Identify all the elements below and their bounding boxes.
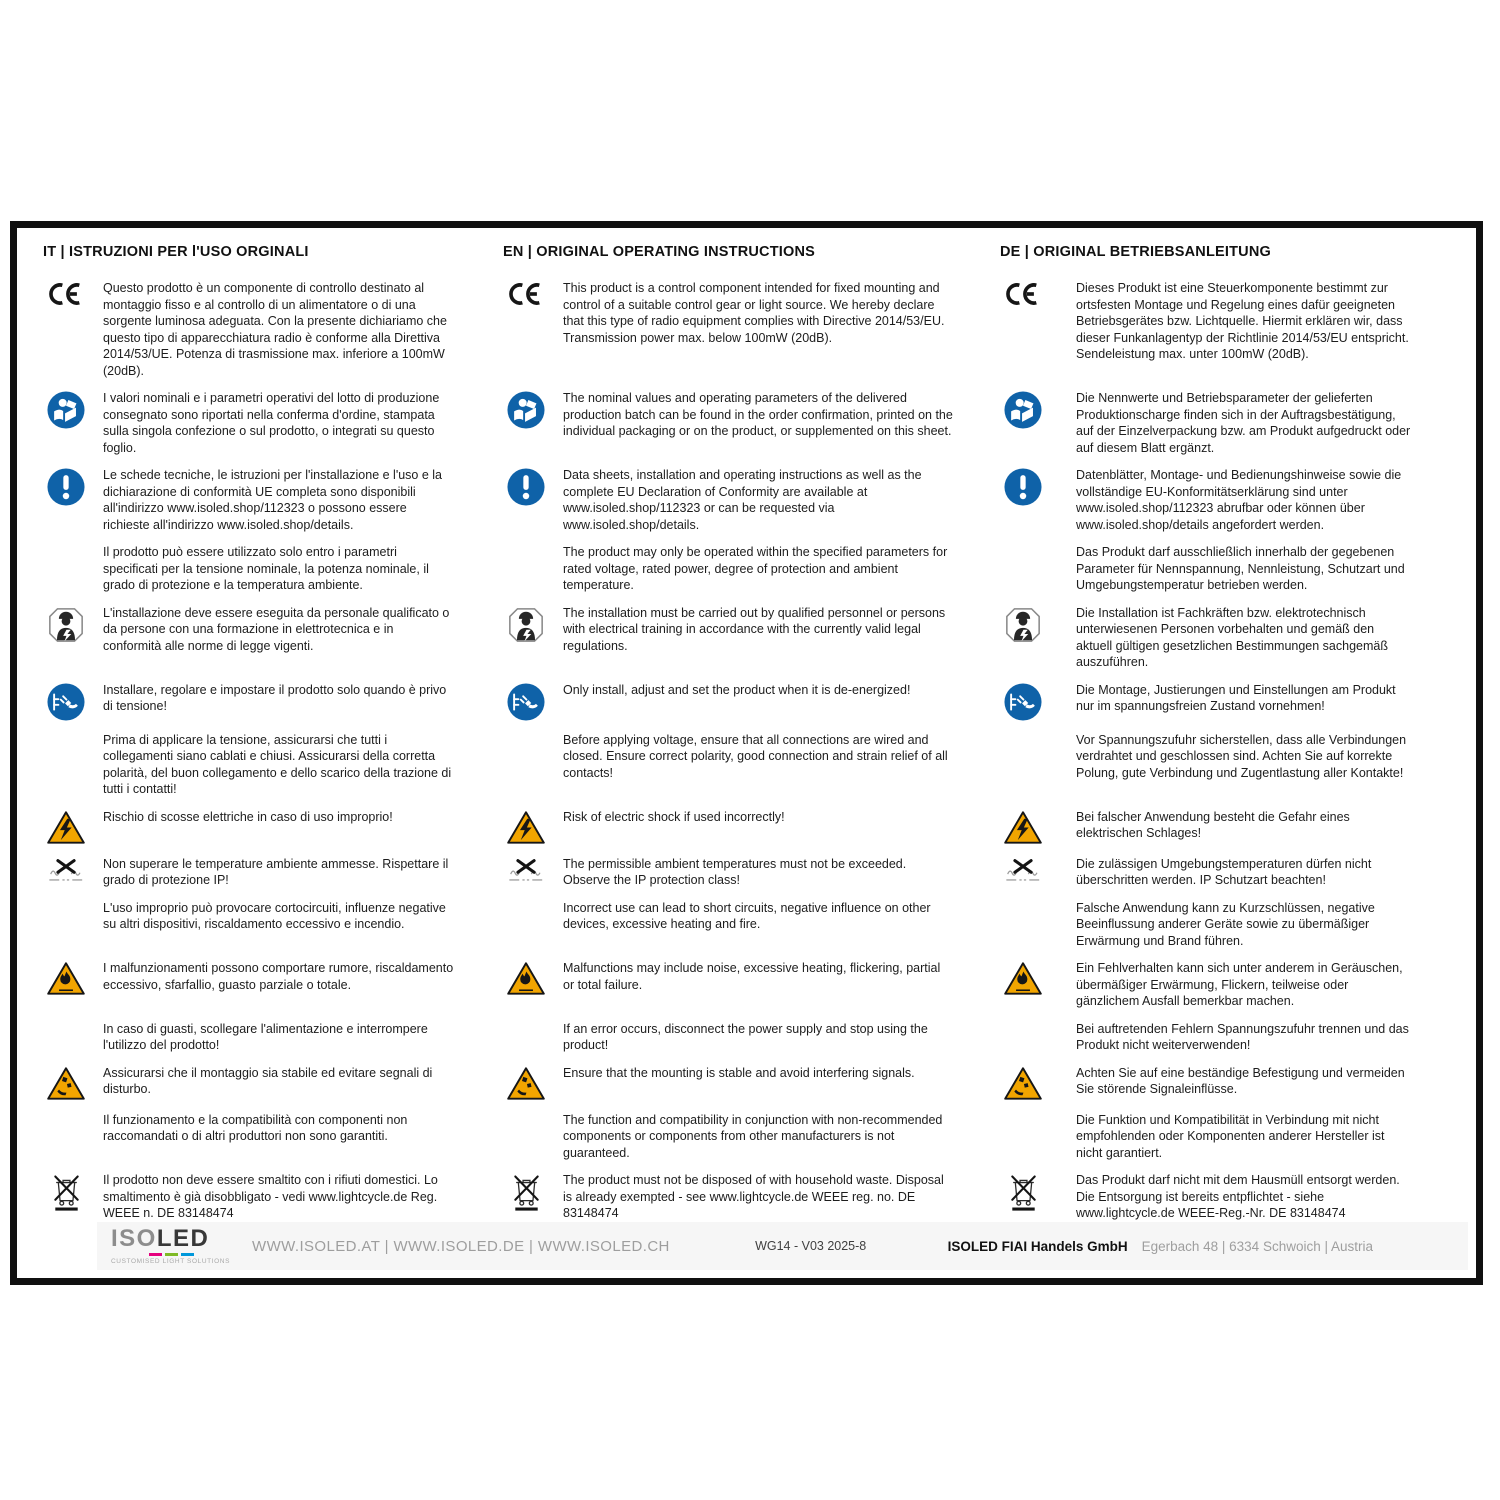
instruction-text: Die Montage, Justierungen und Einstellungen am Produkt nur im spannungsfreien Zustand vornehmen!	[1076, 682, 1396, 713]
instruction-text: Datenblätter, Montage- und Bedienungshinweise sowie die vollständige EU-Konformitätserklärung sind unter www.isoled.shop/112323 abrufbar oder können über www.isoled.shop/details angefordert werden.	[1076, 468, 1402, 532]
electric-shock-warning-icon	[503, 809, 549, 845]
column-header-en: EN | ORIGINAL OPERATING INSTRUCTIONS	[503, 244, 816, 260]
instruction-text: The nominal values and operating parameters of the delivered production batch can be found in the order confirmation, printed on the individual packaging or on the product, or supplemented on this sheet.	[563, 391, 953, 438]
icon-spacer	[503, 544, 549, 546]
instruction-item	[1000, 280, 1452, 379]
logo-color-bars	[149, 1253, 230, 1256]
instruction-item	[43, 605, 503, 671]
electrician-icon	[43, 605, 89, 644]
company-name: ISOLED FIAI Handels GmbH	[947, 1238, 1128, 1254]
logo-iso-text: ISO	[111, 1224, 157, 1252]
instruction-text: Ein Fehlverhalten kann sich unter anderem in Geräuschen, übermäßiger Erwärmung, Flickern, teilweise oder gänzlichem Ausfall bemerkbar machen.	[1076, 961, 1403, 1008]
instruction-text: Das Produkt darf ausschließlich innerhalb der gegebenen Parameter für Nennspannung, Nennleistung, Schutzart und Umgebungstemperatur betrieben werden.	[1076, 545, 1405, 592]
instruction-text: I valori nominali e i parametri operativi del lotto di produzione consegnato sono riportati nella conferma d'ordine, stampata sulla singola confezione o sul prodotto, o integrati su questo foglio.	[103, 391, 440, 455]
instructions-grid	[17, 228, 1476, 1222]
logo-led-text: LED	[156, 1224, 210, 1252]
instruction-text: The product may only be operated within the specified parameters for rated voltage, rated power, degree of protection and ambient temperature.	[563, 545, 948, 592]
instruction-text: If an error occurs, disconnect the power supply and stop using the product!	[563, 1021, 928, 1052]
instruction-text: Incorrect use can lead to short circuits, negative influence on other devices, excessive heating and fire.	[563, 900, 931, 931]
instruction-item	[1000, 960, 1452, 1010]
instruction-text: Dieses Produkt ist eine Steuerkomponente bestimmt zur ortsfesten Montage und Regelung eines dafür geeigneten Betriebsgerätes bzw. Lichtquelle. Hiermit erklären wir, dass dieser Funkanlagentyp der Richtlinie 2014/53/EU entspricht. Sendeleistung max. unter 100mW (20dB).	[1076, 281, 1409, 361]
instruction-item	[43, 1065, 503, 1101]
instruction-item	[43, 856, 503, 889]
important-note-icon	[43, 467, 89, 506]
instruction-item	[43, 900, 503, 950]
company-info	[948, 1239, 1468, 1254]
instruction-item	[503, 1112, 1000, 1162]
instruction-text: Before applying voltage, ensure that all connections are wired and closed. Ensure correct polarity, good connection and strain relief of all contacts!	[563, 732, 948, 780]
icon-spacer	[43, 1021, 89, 1023]
instruction-text: Ensure that the mounting is stable and avoid interfering signals.	[563, 1065, 915, 1080]
instruction-item	[503, 280, 1000, 379]
instruction-text: Il funzionamento e la compatibilità con componenti non raccomandati o di altri produttori non sono garantiti.	[103, 1112, 408, 1143]
instruction-text: Rischio di scosse elettriche in caso di uso improprio!	[103, 809, 393, 824]
instruction-item	[43, 544, 503, 594]
instruction-text: Bei falscher Anwendung besteht die Gefahr eines elektrischen Schlages!	[1076, 809, 1350, 840]
icon-spacer	[43, 900, 89, 902]
instruction-item	[1000, 467, 1452, 533]
document-code: WG14 - V03 2025-8	[755, 1239, 867, 1253]
icon-spacer	[1000, 900, 1046, 902]
ce-mark-icon	[43, 280, 89, 307]
ambient-temperature-warning-icon	[503, 856, 549, 884]
disconnect-power-icon	[1000, 682, 1046, 721]
instruction-text: Data sheets, installation and operating instructions as well as the complete EU Declaration of Conformity are available at www.isoled.shop/112323 or can be requested via www.isoled.shop/details.	[563, 468, 922, 532]
instruction-item	[43, 280, 503, 379]
instruction-item	[503, 809, 1000, 845]
instruction-item	[43, 732, 503, 798]
instruction-item	[43, 682, 503, 721]
read-manual-icon	[43, 390, 89, 429]
read-manual-icon	[503, 390, 549, 429]
instruction-text: Achten Sie auf eine beständige Befestigung und vermeiden Sie störende Signaleinflüsse.	[1076, 1065, 1405, 1096]
instruction-item	[1000, 544, 1452, 594]
instruction-text: I malfunzionamenti possono comportare rumore, riscaldamento eccessivo, sfarfallio, guasto parziale o totale.	[103, 961, 454, 992]
electric-shock-warning-icon	[1000, 809, 1046, 845]
instruction-text: Le schede tecniche, le istruzioni per l'installazione e l'uso e la dichiarazione di conformità UE completa sono disponibili all'indirizzo www.isoled.shop/112323 o possono essere richieste all'indirizzo www.isoled.shop/details.	[103, 468, 442, 532]
instruction-item	[503, 1065, 1000, 1101]
instruction-item	[1000, 1065, 1452, 1101]
instruction-item	[503, 682, 1000, 721]
instruction-text: Il prodotto non deve essere smaltito con i rifiuti domestici. Lo smaltimento è già disobbligato - vedi www.lightcycle.de Reg. WEEE n. DE 83148474	[103, 1173, 438, 1220]
icon-spacer	[1000, 544, 1046, 546]
disconnect-power-icon	[503, 682, 549, 721]
instruction-item	[1000, 390, 1452, 456]
instruction-text: Falsche Anwendung kann zu Kurzschlüssen, negative Beeinflussung anderer Geräte sowie zu übermäßiger Erwärmung und Brand führen.	[1076, 900, 1375, 948]
instruction-item	[43, 809, 503, 845]
instruction-item	[503, 900, 1000, 950]
footer-bar	[97, 1222, 1468, 1270]
instability-warning-icon	[1000, 1065, 1046, 1101]
fire-warning-icon	[43, 960, 89, 996]
instability-warning-icon	[503, 1065, 549, 1101]
instruction-text: Assicurarsi che il montaggio sia stabile ed evitare segnali di disturbo.	[103, 1065, 433, 1096]
instruction-text: The permissible ambient temperatures must not be exceeded. Observe the IP protection class!	[563, 856, 907, 887]
instruction-text: In caso di guasti, scollegare l'alimentazione e interrompere l'utilizzo del prodotto!	[103, 1021, 428, 1052]
instruction-item	[1000, 1112, 1452, 1162]
instruction-item	[43, 467, 503, 533]
instruction-text: Die Installation ist Fachkräften bzw. elektrotechnisch unterwiesenen Personen vorbehalten und gemäß den aktuell gültigen gesetzlichen Bestimmungen sachgemäß auszuführen.	[1076, 605, 1388, 669]
instruction-text: Die Nennwerte und Betriebsparameter der gelieferten Produktionscharge finden sich in der Auftragsbestätigung, auf der Einzelverpackung bzw. am Produkt aufgedruckt oder auf diesem Blatt ergänzt.	[1076, 391, 1411, 455]
disconnect-power-icon	[43, 682, 89, 721]
icon-spacer	[503, 732, 549, 734]
instruction-item	[1000, 809, 1452, 845]
ambient-temperature-warning-icon	[1000, 856, 1046, 884]
logo-tagline: CUSTOMISED LIGHT SOLUTIONS	[111, 1257, 231, 1265]
instruction-text: L'uso improprio può provocare cortocircuiti, influenze negative su altri dispositivi, riscaldamento eccessivo e incendio.	[103, 900, 446, 931]
instruction-text: Malfunctions may include noise, excessive heating, flickering, partial or total failure.	[563, 961, 941, 992]
instruction-text: Vor Spannungszufuhr sicherstellen, dass alle Verbindungen verdrahtet und geschlossen sind. Achten Sie auf korrekte Polung, gute Verbindung und Zugentlastung aller Kontakte!	[1076, 732, 1407, 780]
instruction-item	[43, 1172, 503, 1222]
instruction-item	[1000, 605, 1452, 671]
instruction-text: L'installazione deve essere eseguita da personale qualificato o da persone con una formazione in elettrotecnica e in conformità alle norme di legge vigenti.	[103, 605, 450, 653]
instruction-text: Il prodotto può essere utilizzato solo entro i parametri specificati per la tensione nominale, la potenza nominale, il grado di protezione e la temperatura ambiente.	[103, 545, 429, 592]
ambient-temperature-warning-icon	[43, 856, 89, 884]
instruction-item	[1000, 856, 1452, 889]
instruction-text: Prima di applicare la tensione, assicurarsi che tutti i collegamenti siano cablati e chiusi. Assicurarsi della corretta polarità, del buon collegamento e dello scarico della trazione di tutti i contatti!	[103, 732, 452, 796]
important-note-icon	[1000, 467, 1046, 506]
instruction-text: This product is a control component intended for fixed mounting and control of a suitable control gear or light source. We hereby declare that this type of radio equipment complies with Directive 2014/53/EU. Transmission power max. below 100mW (20dB).	[563, 281, 945, 345]
weee-disposal-icon	[503, 1172, 549, 1211]
instruction-text: The product must not be disposed of with household waste. Disposal is already exempted - see www.lightcycle.de WEEE reg. no. DE 83148474	[563, 1173, 944, 1220]
icon-spacer	[1000, 732, 1046, 734]
fire-warning-icon	[503, 960, 549, 996]
electric-shock-warning-icon	[43, 809, 89, 845]
instruction-item	[503, 1172, 1000, 1222]
instruction-item	[43, 1112, 503, 1162]
weee-disposal-icon	[43, 1172, 89, 1211]
instruction-text: Bei auftretenden Fehlern Spannungszufuhr trennen und das Produkt nicht weiterverwenden!	[1076, 1021, 1409, 1052]
footer-websites: WWW.ISOLED.AT | WWW.ISOLED.DE | WWW.ISOLED.CH	[252, 1237, 670, 1255]
important-note-icon	[503, 467, 549, 506]
instruction-item	[503, 544, 1000, 594]
icon-spacer	[1000, 1021, 1046, 1023]
column-header-de: DE | ORIGINAL BETRIEBSANLEITUNG	[1000, 244, 1272, 260]
instruction-item	[43, 1021, 503, 1054]
document-frame	[10, 221, 1483, 1285]
icon-spacer	[1000, 1112, 1046, 1114]
fire-warning-icon	[1000, 960, 1046, 996]
icon-spacer	[503, 900, 549, 902]
instruction-item	[503, 390, 1000, 456]
icon-spacer	[43, 544, 89, 546]
electrician-icon	[1000, 605, 1046, 644]
instruction-item	[1000, 1172, 1452, 1222]
electrician-icon	[503, 605, 549, 644]
ce-mark-icon	[1000, 280, 1046, 307]
instruction-item	[503, 732, 1000, 798]
instruction-text: Das Produkt darf nicht mit dem Hausmüll entsorgt werden. Die Entsorgung ist bereits entpflichtet - siehe www.lightcycle.de WEEE-Reg.-Nr. DE 83148474	[1076, 1173, 1400, 1220]
instruction-text: Die Funktion und Kompatibilität in Verbindung mit nicht empfohlenden oder Komponenten anderer Hersteller ist nicht garantiert.	[1076, 1112, 1385, 1160]
instruction-text: The installation must be carried out by qualified personnel or persons with electrical training in accordance with the currently valid legal regulations.	[563, 605, 946, 653]
instruction-item	[43, 390, 503, 456]
instruction-text: Risk of electric shock if used incorrectly!	[563, 809, 785, 824]
instruction-item	[503, 960, 1000, 1010]
instruction-text: Only install, adjust and set the product when it is de-energized!	[563, 682, 911, 697]
instruction-item	[503, 856, 1000, 889]
instruction-item	[1000, 1021, 1452, 1054]
instability-warning-icon	[43, 1065, 89, 1101]
icon-spacer	[43, 732, 89, 734]
column-header-it: IT | ISTRUZIONI PER l'USO ORGINALI	[43, 244, 309, 260]
instruction-item	[503, 605, 1000, 671]
ce-mark-icon	[503, 280, 549, 307]
read-manual-icon	[1000, 390, 1046, 429]
icon-spacer	[43, 1112, 89, 1114]
instruction-item	[503, 1021, 1000, 1054]
instruction-text: Non superare le temperature ambiente ammesse. Rispettare il grado di protezione IP!	[103, 856, 449, 887]
instruction-text: The function and compatibility in conjunction with non-recommended components or components from other manufacturers is not guaranteed.	[563, 1112, 943, 1160]
instruction-item	[1000, 732, 1452, 798]
instruction-item	[43, 960, 503, 1010]
isoled-logo-wordmark	[111, 1224, 230, 1252]
icon-spacer	[503, 1112, 549, 1114]
instruction-item	[1000, 900, 1452, 950]
instruction-text: Questo prodotto è un componente di controllo destinato al montaggio fisso e al controllo di un alimentatore o di una sorgente luminosa adeguata. Con la presente dichiariamo che questo tipo di apparecchiatura radio è conforme alla Direttiva 2014/53/UE. Potenza di trasmissione max. inferiore a 100mW (20dB).	[103, 281, 447, 378]
instruction-text: Die zulässigen Umgebungstemperaturen dürfen nicht überschritten werden. IP Schutzart beachten!	[1076, 856, 1372, 887]
isoled-logo	[111, 1224, 231, 1266]
company-address: Egerbach 48 | 6334 Schwoich | Austria	[1141, 1238, 1373, 1254]
instruction-item	[503, 467, 1000, 533]
instruction-item	[1000, 682, 1452, 721]
icon-spacer	[503, 1021, 549, 1023]
weee-disposal-icon	[1000, 1172, 1046, 1211]
instruction-text: Installare, regolare e impostare il prodotto solo quando è privo di tensione!	[103, 682, 447, 713]
